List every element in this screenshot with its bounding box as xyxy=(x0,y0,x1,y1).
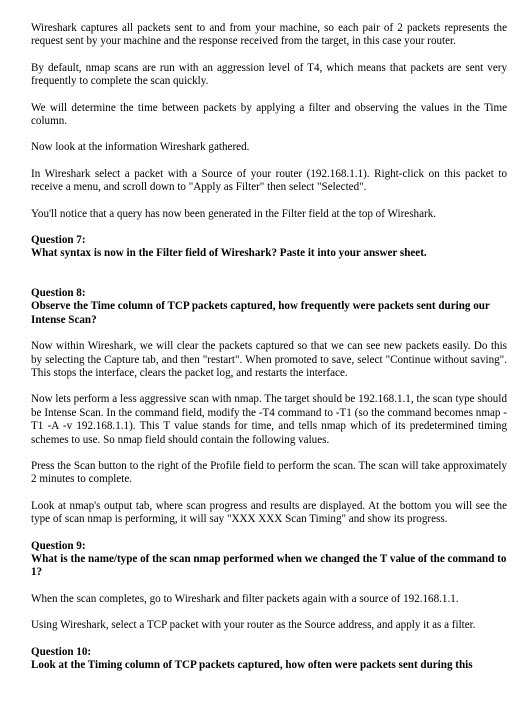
question-9 xyxy=(31,540,507,580)
document-page xyxy=(31,22,507,685)
paragraph-press-scan: Press the Scan button to the right of the Profile field to perform the scan. The scan will take approximately 2 minutes to complete. xyxy=(31,459,507,486)
question-7-heading: Question 7: xyxy=(31,234,86,247)
paragraph-output-tab: Look at nmap's output tab, where scan progress and results are displayed. At the bottom you will see the type of scan nmap is performing, it will say "XXX XXX Scan Timing" and show its progress. xyxy=(31,499,507,526)
paragraph-wireshark-captures: Wireshark captures all packets sent to and from your machine, so each pair of 2 packets represents the request sent by your machine and the response received from the target, in this case your router. xyxy=(31,22,507,48)
paragraph-select-packet: In Wireshark select a packet with a Source of your router (192.168.1.1). Right-click on this packet to receive a menu, and scroll down to "Apply as Filter" then select "Selected". xyxy=(31,167,507,194)
paragraph-look-at-info: Now look at the information Wireshark gathered. xyxy=(31,141,250,154)
paragraph-default-aggression: By default, nmap scans are run with an aggression level of T4, which means that packets are sent very frequently to complete the scan quickly. xyxy=(31,61,507,88)
paragraph-clear-packets: Now within Wireshark, we will clear the packets captured so that we can see new packets easily. Do this by selecting the Capture tab, and then "restart". When promoted to save, select "Continue without saving". This stops the interface, clears the packet log, and restarts the interface. xyxy=(31,340,507,379)
paragraph-determine-time: We will determine the time between packets by applying a filter and observing the values in the Time column. xyxy=(31,101,507,128)
spacer xyxy=(31,274,507,287)
question-10-heading: Question 10: xyxy=(31,645,92,658)
question-8-text: Observe the Time column of TCP packets captured, how frequently were packets sent during our Intense Scan? xyxy=(31,300,490,326)
question-10 xyxy=(31,646,507,673)
question-8-heading: Question 8: xyxy=(31,286,86,299)
paragraph-scan-completes: When the scan completes, go to Wireshark and filter packets again with a source of 192.168.1.1. xyxy=(31,592,459,605)
question-7 xyxy=(31,234,507,261)
paragraph-select-tcp-packet: Using Wireshark, select a TCP packet with your router as the Source address, and apply it as a filter. xyxy=(31,619,476,632)
question-9-heading: Question 9: xyxy=(31,539,86,552)
question-9-text: What is the name/type of the scan nmap performed when we changed the T value of the command to 1? xyxy=(31,552,507,579)
paragraph-query-generated: You'll notice that a query has now been generated in the Filter field at the top of Wireshark. xyxy=(31,207,437,220)
question-10-text: Look at the Timing column of TCP packets captured, how often were packets sent during this xyxy=(31,659,473,671)
question-7-text: What syntax is now in the Filter field of Wireshark? Paste it into your answer sheet. xyxy=(31,247,427,260)
paragraph-less-aggressive-scan: Now lets perform a less aggressive scan with nmap. The target should be 192.168.1.1, the scan type should be Intense Scan. In the command field, modify the -T4 command to -T1 (so the command becomes nmap -T1 -A -v 192.168.1.1). This T value stands for time, and tells nmap which of its predetermined timing schemes to use. So nmap field should contain the following values. xyxy=(31,393,507,446)
question-8 xyxy=(31,287,507,327)
